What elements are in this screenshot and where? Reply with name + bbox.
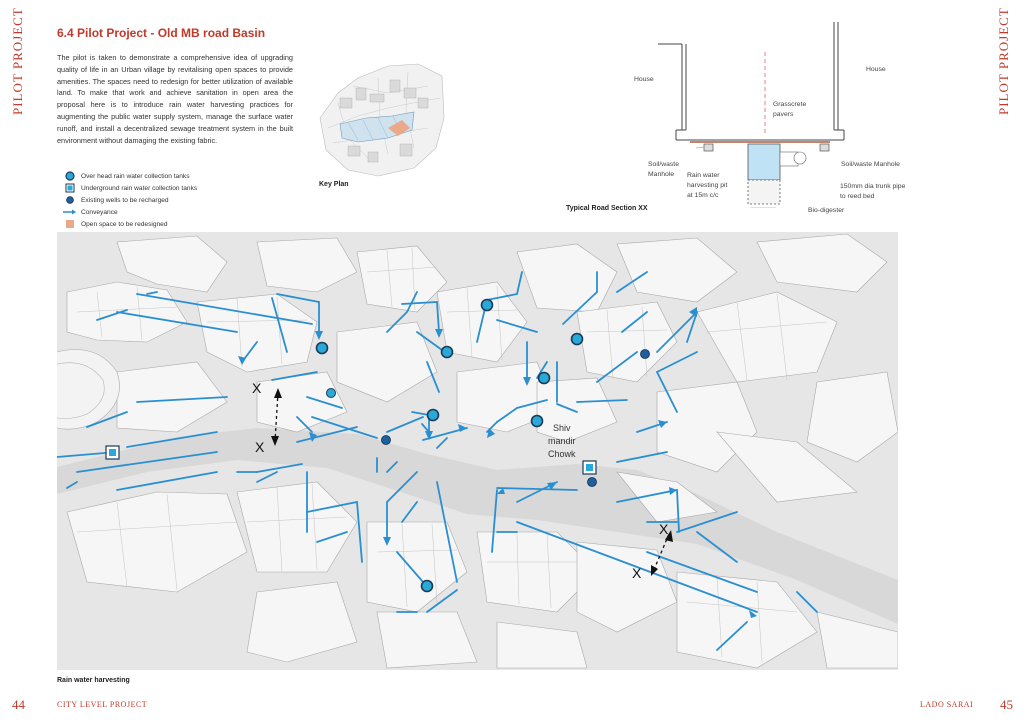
- legend-label: Conveyance: [81, 208, 118, 216]
- footer-left-text: CITY LEVEL PROJECT: [57, 700, 148, 709]
- legend-item-open-space: [62, 218, 197, 230]
- legend-label: Underground rain water collection tanks: [81, 184, 198, 192]
- section-marker-x: X: [632, 565, 642, 581]
- legend: [62, 170, 197, 230]
- legend-item-wells: [62, 194, 197, 206]
- side-label-right: PILOT PROJECT: [996, 7, 1011, 115]
- legend-label: Existing wells to be recharged: [81, 196, 169, 204]
- underground-tank-icon: [62, 183, 78, 193]
- open-space-swatch-icon: [62, 219, 78, 229]
- manhole-right-label: Soil/waste Manhole: [841, 161, 900, 168]
- road-section-caption: Typical Road Section XX: [566, 205, 648, 212]
- recharge-well-icon: [62, 195, 78, 205]
- legend-label: Open space to be redesigned: [81, 220, 168, 228]
- section-marker-x: X: [659, 521, 669, 537]
- section-title: 6.4 Pilot Project - Old MB road Basin: [57, 26, 266, 40]
- pit-label: Rain water harvesting pit at 15m c/c: [687, 172, 728, 199]
- manhole-left-label: Soil/waste Manhole: [648, 161, 679, 178]
- key-plan-image: [318, 58, 446, 180]
- digester-label: Bio-digester: [808, 207, 845, 214]
- section-marker-x: X: [252, 380, 262, 396]
- side-label-left: PILOT PROJECT: [10, 7, 25, 115]
- page-number-right: 45: [1000, 697, 1013, 712]
- legend-item-underground: [62, 182, 197, 194]
- pavers-label: Grasscrete pavers: [773, 101, 807, 118]
- key-plan-label: Key Plan: [319, 181, 349, 188]
- legend-item-overhead: [62, 170, 197, 182]
- intro-paragraph: The pilot is taken to demonstrate a comprehensive idea of upgrading quality of life in an Urban village by revitalising open spaces to provide amenities. The spaces need to redesign for better utilization of available land. To make that work and achieve sanitation in open area the proposal here is to introduce rain water harvesting practices for augmenting the public water supply system, manage the surface water runoff, and install a decentralized sewage treatment system in the built environment without damaging the existing fabric.: [57, 53, 293, 145]
- site-map: [57, 232, 898, 670]
- chowk-label: Shiv mandir Chowk: [548, 423, 576, 459]
- legend-label: Over head rain water collection tanks: [81, 172, 190, 180]
- map-caption: Rain water harvesting: [57, 677, 130, 684]
- house-left-label: House: [634, 76, 654, 83]
- legend-item-conveyance: [62, 206, 197, 218]
- trunk-pipe-label: 150mm dia trunk pipe to reed bed: [840, 183, 906, 200]
- section-marker-x: X: [255, 439, 265, 455]
- overhead-tank-icon: [62, 171, 78, 181]
- footer-right-text: LADO SARAI: [920, 700, 974, 709]
- conveyance-arrow-icon: [62, 207, 78, 217]
- house-right-label: House: [866, 66, 886, 73]
- page-number-left: 44: [12, 697, 25, 712]
